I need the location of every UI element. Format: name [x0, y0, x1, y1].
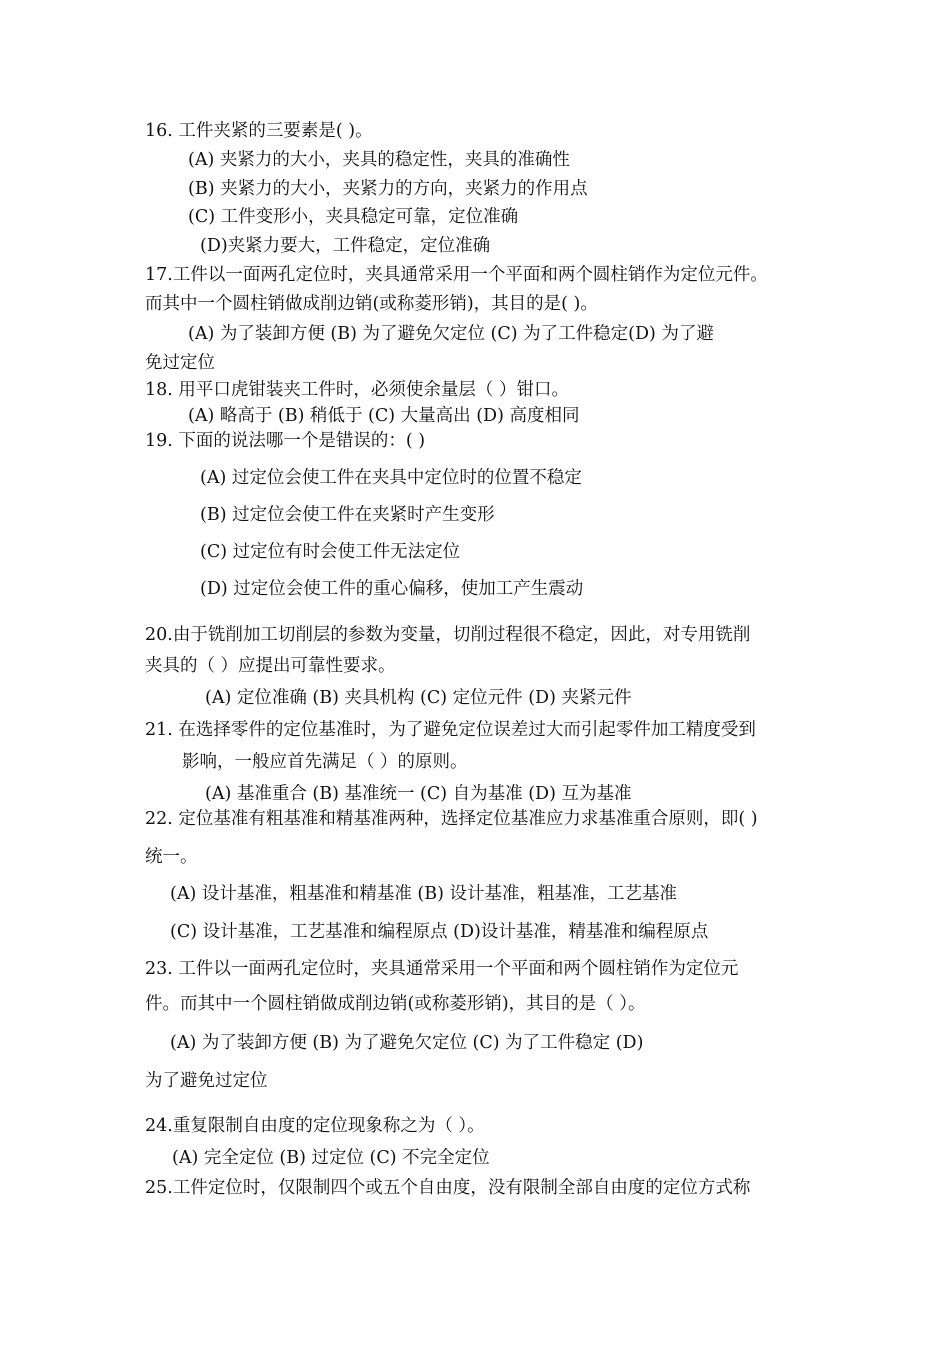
text-line: (A) 为了装卸方便 (B) 为了避免欠定位 (C) 为了工件稳定(D) 为了避	[188, 324, 714, 344]
text-line: (A) 过定位会使工件在夹具中定位时的位置不稳定	[200, 468, 582, 488]
text-line: 件。而其中一个圆柱销做成削边销(或称菱形销)，其目的是（ ）。	[145, 994, 646, 1014]
text-line: (A) 夹紧力的大小，夹具的稳定性，夹具的准确性	[188, 150, 570, 170]
text-line: 而其中一个圆柱销做成削边销(或称菱形销)，其目的是( )。	[145, 294, 598, 314]
text-line: 影响，一般应首先满足（ ）的原则。	[182, 752, 468, 772]
text-line: 21. 在选择零件的定位基准时，为了避免定位误差过大而引起零件加工精度受到	[145, 720, 756, 740]
text-line: 为了避免过定位	[145, 1071, 268, 1091]
text-line: (A) 完全定位 (B) 过定位 (C) 不完全定位	[172, 1148, 490, 1168]
text-line: (C) 设计基准，工艺基准和编程原点 (D)设计基准，精基准和编程原点	[170, 922, 709, 942]
text-line: 24.重复限制自由度的定位现象称之为（ ）。	[145, 1116, 485, 1136]
text-line: 18. 用平口虎钳装夹工件时，必须使余量层（ ）钳口。	[145, 380, 569, 400]
text-line: (D) 过定位会使工件的重心偏移，使加工产生震动	[200, 579, 584, 599]
text-line: 免过定位	[145, 353, 215, 373]
text-line: (C) 过定位有时会使工件无法定位	[200, 542, 461, 562]
text-line: (B) 夹紧力的大小，夹紧力的方向，夹紧力的作用点	[188, 179, 588, 199]
text-line: 25.工件定位时，仅限制四个或五个自由度，没有限制全部自由度的定位方式称	[145, 1178, 751, 1198]
text-line: (A) 基准重合 (B) 基准统一 (C) 自为基准 (D) 互为基准	[205, 784, 632, 804]
text-line: 23. 工件以一面两孔定位时，夹具通常采用一个平面和两个圆柱销作为定位元	[145, 959, 739, 979]
text-line: 19. 下面的说法哪一个是错误的：( )	[145, 431, 426, 451]
text-line: 统一。	[145, 847, 198, 867]
text-line: 16. 工件夹紧的三要素是( )。	[145, 121, 373, 141]
text-line: (A) 定位准确 (B) 夹具机构 (C) 定位元件 (D) 夹紧元件	[205, 688, 632, 708]
text-line: (D)夹紧力要大，工件稳定，定位准确	[200, 236, 491, 256]
text-line: 17.工件以一面两孔定位时，夹具通常采用一个平面和两个圆柱销作为定位元件。	[145, 265, 768, 285]
text-line: (A) 为了装卸方便 (B) 为了避免欠定位 (C) 为了工件稳定 (D)	[170, 1033, 644, 1053]
text-line: (B) 过定位会使工件在夹紧时产生变形	[200, 505, 495, 525]
text-line: (C) 工件变形小，夹具稳定可靠，定位准确	[188, 207, 519, 227]
text-line: 22. 定位基准有粗基准和精基准两种，选择定位基准应力求基准重合原则，即( )	[145, 809, 758, 829]
text-line: (A) 略高于 (B) 稍低于 (C) 大量高出 (D) 高度相同	[188, 406, 580, 426]
text-line: (A) 设计基准，粗基准和精基准 (B) 设计基准，粗基准，工艺基准	[170, 884, 677, 904]
text-line: 20.由于铣削加工切削层的参数为变量，切削过程很不稳定，因此，对专用铣削	[145, 625, 751, 645]
text-line: 夹具的（ ）应提出可靠性要求。	[145, 656, 396, 676]
